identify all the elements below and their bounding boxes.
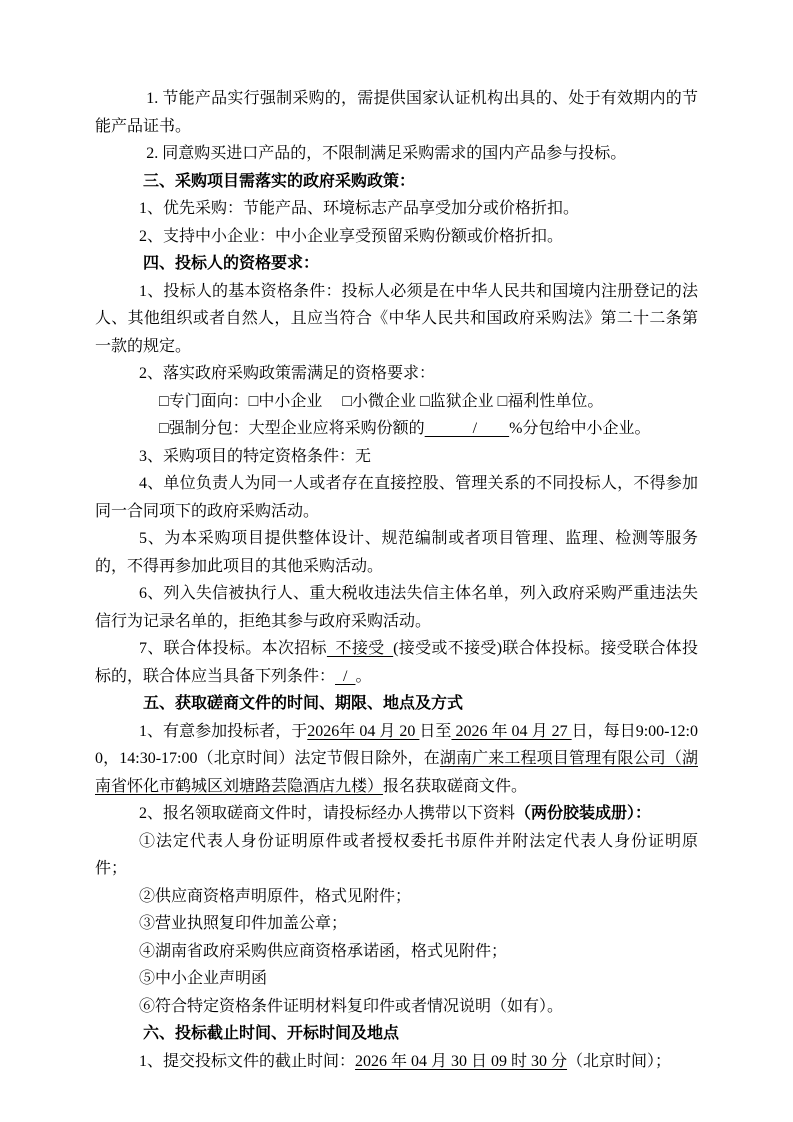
document-body bbox=[95, 85, 698, 1075]
underlined-text: / bbox=[424, 420, 510, 437]
text-run: 5、为本采购项目提供整体设计、规范编制或者项目管理、监理、检测等服务的，不得再参加此项目的其他采购活动。 bbox=[95, 530, 698, 575]
underlined-text: 2026 年 04 月 30 日 09 时 30 分 bbox=[355, 1052, 568, 1070]
text-run: 7、联合体投标。本次招标 bbox=[139, 640, 327, 657]
text-run: 2、落实政府采购政策需满足的资格要求： bbox=[139, 365, 436, 382]
text-run: 3、采购项目的特定资格条件：无 bbox=[139, 447, 372, 465]
para-dishonesty-list bbox=[95, 580, 698, 635]
text-run: 日，每日9:00-12:00，14:30-17:00（北京时间）法定节假日除外，在 bbox=[95, 722, 698, 767]
para-material-2-supplier-declaration bbox=[95, 883, 698, 911]
para-submission-deadline bbox=[95, 1048, 698, 1076]
text-run: 2、支持中小企业：中小企业享受预留采购份额或价格折扣。 bbox=[139, 227, 564, 245]
para-checkbox-subcontract bbox=[95, 415, 698, 443]
para-consortium-bidding bbox=[95, 635, 698, 690]
text-run: 报名获取磋商文件。 bbox=[383, 777, 528, 795]
para-material-6-specific-proof bbox=[95, 993, 698, 1021]
underlined-text: / bbox=[335, 667, 356, 685]
para-material-1-identity bbox=[95, 828, 698, 883]
para-registration-materials bbox=[95, 800, 698, 828]
text-run: 2、报名领取磋商文件时，请投标经办人携带以下资料 bbox=[139, 805, 516, 822]
heading-section-3-procurement-policy bbox=[95, 168, 698, 196]
underlined-text: 不接受 bbox=[326, 640, 394, 657]
text-run: 1、有意参加投标者，于 bbox=[139, 722, 308, 740]
text-run: 2. 同意购买进口产品的，不限制满足采购需求的国内产品参与投标。 bbox=[146, 145, 627, 162]
para-checkbox-dedicated bbox=[95, 388, 698, 416]
para-support-sme bbox=[95, 223, 698, 251]
text-run: ②供应商资格声明原件，格式见附件； bbox=[139, 887, 412, 905]
bold-text-run: （两份胶装成册）： bbox=[515, 805, 652, 822]
para-material-5-sme-declaration bbox=[95, 965, 698, 993]
text-run: 日至 bbox=[419, 722, 452, 740]
text-run: 6、列入失信被执行人、重大税收违法失信主体名单，列入政府采购严重违法失信行为记录名单的，拒绝其参与政府采购活动。 bbox=[95, 585, 698, 630]
text-run: 1、投标人的基本资格条件：投标人必须是在中华人民共和国境内注册登记的法人、其他组织或者自然人，且应当符合《中华人民共和国政府采购法》第二十二条第一款的规定。 bbox=[95, 282, 698, 355]
para-basic-qualification bbox=[95, 278, 698, 361]
para-specific-qualification bbox=[95, 443, 698, 471]
text-run: 。 bbox=[355, 667, 372, 685]
para-energy-product-cert bbox=[95, 85, 698, 140]
text-run: (接受或不接受)联合体投标。接受联合体投标的，联合体应当具备下列条件： bbox=[95, 640, 698, 685]
heading-section-6-deadline-opening bbox=[95, 1020, 698, 1048]
para-policy-qualification bbox=[95, 360, 698, 388]
underlined-text: 2026年 04 月 20 bbox=[307, 722, 420, 740]
text-run: 1、优先采购：节能产品、环境标志产品享受加分或价格折扣。 bbox=[139, 200, 580, 217]
heading-section-5-document-acquisition bbox=[95, 690, 698, 718]
text-run: 六、投标截止时间、开标时间及地点 bbox=[143, 1025, 400, 1042]
para-material-3-business-license bbox=[95, 910, 698, 938]
underlined-text: 2026 年 04 月 27 bbox=[451, 722, 572, 740]
para-design-service-exclusion bbox=[95, 525, 698, 580]
para-same-responsible-person bbox=[95, 470, 698, 525]
text-run: ④湖南省政府采购供应商资格承诺函，格式见附件； bbox=[139, 942, 508, 960]
text-run: 1、提交投标文件的截止时间： bbox=[139, 1052, 356, 1070]
text-run: □专门面向：□中小企业 □小微企业 □监狱企业 □福利性单位。 bbox=[159, 392, 604, 410]
text-run: □强制分包：大型企业应将采购份额的 bbox=[159, 420, 425, 437]
underlined-text: 湖南广来工程项目管理有限公司（湖南省怀化市鹤城区刘塘路芸隐酒店九楼） bbox=[95, 750, 698, 795]
text-run: %分包给中小企业。 bbox=[509, 420, 651, 437]
text-run: ⑤中小企业声明函 bbox=[139, 970, 268, 987]
text-run: 五、获取磋商文件的时间、期限、地点及方式 bbox=[143, 695, 464, 712]
para-priority-procurement bbox=[95, 195, 698, 223]
para-imported-products bbox=[95, 140, 698, 168]
para-registration-time-place bbox=[95, 718, 698, 801]
text-run: 1. 节能产品实行强制采购的，需提供国家认证机构出具的、处于有效期内的节能产品证书。 bbox=[95, 90, 698, 135]
text-run: 四、投标人的资格要求： bbox=[143, 255, 320, 272]
text-run: （北京时间）； bbox=[567, 1052, 672, 1070]
text-run: ①法定代表人身份证明原件或者授权委托书原件并附法定代表人身份证明原件； bbox=[95, 832, 698, 877]
text-run: ⑥符合特定资格条件证明材料复印件或者情况说明（如有）。 bbox=[139, 997, 564, 1015]
text-run: ③营业执照复印件加盖公章； bbox=[139, 915, 348, 932]
heading-section-4-bidder-qualification bbox=[95, 250, 698, 278]
text-run: 4、单位负责人为同一人或者存在直接控股、管理关系的不同投标人，不得参加同一合同项下的政府采购活动。 bbox=[95, 475, 698, 520]
text-run: 三、采购项目需落实的政府采购政策： bbox=[143, 172, 416, 190]
para-material-4-commitment-letter bbox=[95, 938, 698, 966]
